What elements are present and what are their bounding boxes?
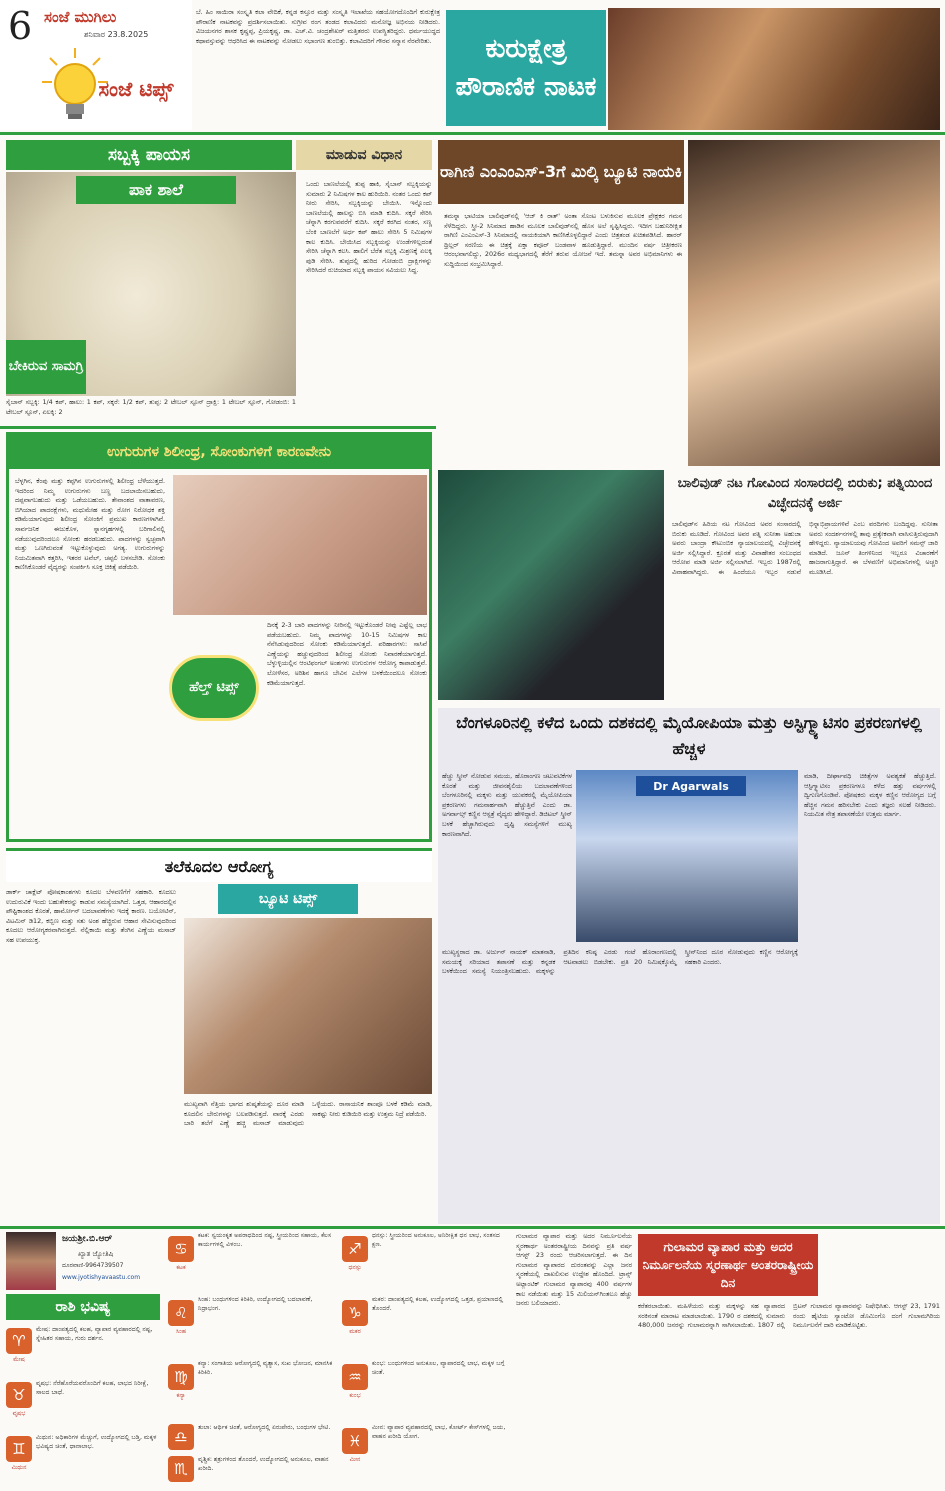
slavery-body-left: ಗುಲಾಮರ ವ್ಯಾಪಾರ ಮತ್ತು ಅದರ ನಿರ್ಮೂಲನೆಯ ಸ್ಮರಣಾರ್ಥ ಅಂತರರಾಷ್ಟ್ರೀಯ ದಿನವನ್ನು ಪ್ರತಿ ವರ್ಷ ಆಗಸ್ಟ್ 23 ರಂದು ಆಚರಿಸಲಾಗುತ್ತದೆ. ಈ ದಿನ ಗುಲಾಮರ ವ್ಯಾಪಾರದ ದುರಂತವನ್ನು ಎಲ್ಲಾ ಜನರ ಸ್ಮರಣೆಯಲ್ಲಿ ದಾಖಲಿಸುವ ಉದ್ದೇಶ ಹೊಂದಿದೆ. ಟ್ರಾನ್ಸ್ ಅಟ್ಲಾಂಟಿಕ್ ಗುಲಾಮರ ವ್ಯಾಪಾರವು 400 ವರ್ಷಗಳ ಕಾಲ ನಡೆಯಿತು ಮತ್ತು 15 ಮಿಲಿಯನ್‌ಗಿಂತಲೂ ಹೆಚ್ಚು ಜನರು ಬಲಿಯಾದರು. [516,1232,632,1308]
astrologer-title: ಖ್ಯಾತ ಜ್ಯೋತಿಷಿ [78,1250,114,1258]
libra-icon: ♎ [168,1424,194,1450]
hair-brush-photo [184,918,432,1094]
kurukshetra-stage-photo [608,8,940,130]
slavery-section [516,1232,940,1486]
divider [0,426,436,429]
govinda-section [438,470,940,704]
section-badge: ಸಂಜೆ ಟಿಪ್ಸ್ [98,77,174,101]
toenail-photo [173,475,427,615]
kheer-title: ಸಬ್ಬಕ್ಕಿ ಪಾಯಸ [6,140,292,170]
govinda-couple-photo [438,470,664,700]
kurukshetra-headline: ಕುರುಕ್ಷೇತ್ರ ಪೌರಾಣಿಕ ನಾಟಕ [446,10,606,126]
astrologer-website[interactable]: www.jyotishyavaastu.com [62,1274,141,1281]
astrologer-photo [6,1232,56,1290]
rashi-sign-makara: ♑ ಮಕರ ಮಕರ: ದಾಂಪತ್ಯದಲ್ಲಿ ಕಲಹ, ಉದ್ಯೋಗದಲ್ಲಿ ಒತ್ತಡ, ಪ್ರಯಾಣದಲ್ಲಿ ತೊಂದರೆ. [342,1296,510,1356]
nails-section [6,432,432,842]
method-label: ಮಾಡುವ ವಿಧಾನ [296,140,432,170]
gemini-icon: ♊ [6,1436,32,1462]
hair-headline: ತಲೆಕೂದಲ ಆರೋಗ್ಯ [6,848,432,882]
rashi-sign-kanya: ♍ ಕನ್ಯಾ ಕನ್ಯಾ: ಸಂಗಾತಿಯ ಆರೋಗ್ಯದಲ್ಲಿ ವ್ಯತ್ಯಾಸ, ಸುಖ ಭೋಜನ, ಮಾನಸಿಕ ಕಿರಿಕಿರಿ. [168,1360,334,1420]
slavery-headline: ಗುಲಾಮರ ವ್ಯಾಪಾರ ಮತ್ತು ಅದರ ನಿರ್ಮೂಲನೆಯ ಸ್ಮರಣಾರ್ಥ ಅಂತರರಾಷ್ಟ್ರೀಯ ದಿನ [638,1234,818,1296]
rashi-sign-kataka: ♋ ಕಟಕ ಕಟಕ: ಸ್ವಯಂಕೃತ ಅಪರಾಧದಿಂದ ನಷ್ಟ, ಸ್ತ್ರೀಯರಿಂದ ಸಹಾಯ, ಕೆಲಸ ಕಾರ್ಯಗಳಲ್ಲಿ ವಿಳಂಬ. [168,1232,334,1292]
tamanna-section [438,140,940,470]
aries-icon: ♈ [6,1328,32,1354]
divider [0,132,945,135]
virgo-icon: ♍ [168,1364,194,1390]
kitchen-label: ಪಾಕ ಶಾಲೆ [76,176,236,204]
kheer-ingredients: ಸೈಬಾನ್ ಸಬ್ಬಕ್ಕಿ: 1/4 ಕಪ್, ಹಾಲು: 1 ಕಪ್, ಸಕ್ಕರೆ: 1/2 ಕಪ್, ತುಪ್ಪ: 2 ಟೇಬಲ್ ಸ್ಪೂನ್ ದ್ರಾಕ್ಷಿ: 1 ಟೇಬಲ್ ಸ್ಪೂನ್, ಗೋಡಂಬಿ: 1 ಟೇಬಲ್ ಸ್ಪೂನ್, ಏಲಕ್ಕಿ: 2 [6,398,296,416]
taurus-icon: ♉ [6,1382,32,1408]
kheer-method: ಒಂದು ಬಾಣಲೆಯಲ್ಲಿ ತುಪ್ಪ ಹಾಕಿ, ಸೈಬಾನ್ ಸಬ್ಬಕ್ಕಿಯನ್ನು ಸುಮಾರು 2 ನಿಮಿಷಗಳ ಕಾಲ ಹುರಿಯಿರಿ. ನಂತರ ಒಂದು ಕಪ್ ನೀರು ಸೇರಿಸಿ, ಸಬ್ಬಕ್ಕಿಯನ್ನು ಬೇಯಿಸಿ. ಇನ್ನೊಂದು ಬಾಣಲೆಯಲ್ಲಿ ಹಾಲನ್ನು ಬಿಸಿ ಮಾಡಿ ಕುದಿಸಿ. ಸಕ್ಕರೆ ಸೇರಿಸಿ ಚೆನ್ನಾಗಿ ಕರಗುವವರೆಗೆ ಕುದಿಸಿ. ಸಕ್ಕರೆ ಕರಗಿದ ನಂತರ, ಸಣ್ಣ ಬೆಂಕಿ ಬಾಣಲೆಗೆ ಅರ್ಧ ಕಪ್ ಹಾಲು ಸೇರಿಸಿ 5 ನಿಮಿಷಗಳ ಕಾಲ ಕುದಿಸಿ. ಬೇಯಿಸಿದ ಸಬ್ಬಕ್ಕಿಯನ್ನು ಉಂಡೆಗಳಿಲ್ಲದಂತೆ ಸೇರಿಸಿ ಚೆನ್ನಾಗಿ ಕಲಸಿ. ಹಾಲಿಗೆ ಬೆರೆತ ಸಬ್ಬಕ್ಕಿ ಮಿಶ್ರಣಕ್ಕೆ ಏಲಕ್ಕಿ ಪುಡಿ ಸೇರಿಸಿ. ತುಪ್ಪದಲ್ಲಿ ಹುರಿದ ಗೋಡಂಬಿ ದ್ರಾಕ್ಷಿಗಳನ್ನು ಸೇರಿಸಿದರೆ ರುಚಿಯಾದ ಸಬ್ಬಕ್ಕಿ ಪಾಯಸ ಸವಿಯಲು ಸಿದ್ಧ. [306,180,432,275]
myopia-section [438,708,940,1224]
hair-body-left: ಡಾರ್ಕ್ ಚಾಕ್ಲೆಟ್ ಪೋಷಕಾಂಶಗಳು ಕೂದಲ ಬೆಳವಣಿಗೆಗೆ ಸಹಕಾರಿ. ಕೂದಲು ಉದುರುವಿಕೆ ಇಂದು ಬಹುತೇಕರನ್ನು ಕಾಡುವ ಸಮಸ್ಯೆಯಾಗಿದೆ. ಒತ್ತಡ, ಆಹಾರದಲ್ಲಿನ ಪೌಷ್ಟಿಕಾಂಶದ ಕೊರತೆ, ಹಾರ್ಮೋನ್ ಬದಲಾವಣೆಗಳು ಇದಕ್ಕೆ ಕಾರಣ. ಬಯೋಟಿನ್, ವಿಟಮಿನ್ ಡಿ12, ಕಬ್ಬಿಣ ಮತ್ತು ಸತು ಅಂಶ ಹೆಚ್ಚಿರುವ ಆಹಾರ ಸೇವಿಸುವುದರಿಂದ ಕೂದಲು ಆರೋಗ್ಯಕರವಾಗಿರುತ್ತದೆ. ನೆಲ್ಲಿಕಾಯಿ ಮತ್ತು ತೆಂಗಿನ ಎಣ್ಣೆಯ ಮಸಾಜ್ ಸಹ ಉಪಯುಕ್ತ. [6,888,176,944]
rashi-sign-vrishchika: ♏ ವೃಶ್ಚಿಕ: ಶತ್ರುಗಳಿಂದ ತೊಂದರೆ, ಉದ್ಯೋಗದಲ್ಲಿ ಅನುಕೂಲ, ವಾಹನ ಖರೀದಿ. [168,1456,334,1486]
paper-name: ಸಂಜೆ ಮುಗಿಲು [44,8,117,26]
capricorn-icon: ♑ [342,1300,368,1326]
rashi-sign-simha: ♌ ಸಿಂಹ ಸಿಂಹ: ಬಂಧುಗಳಿಂದ ಕಿರಿಕಿರಿ, ಉದ್ಯೋಗದಲ್ಲಿ ಬದಲಾವಣೆ, ನಿದ್ರಾಭಂಗ. [168,1296,334,1356]
nails-headline: ಉಗುರುಗಳ ಶಿಲೀಂಧ್ರ, ಸೋಂಕುಗಳಿಗೆ ಕಾರಣವೇನು [9,435,429,469]
rashi-sign-vrishabha: ♉ ವೃಷಭ ವೃಷಭ: ನೆರೆಹೊರೆಯವರೊಂದಿಗೆ ಕಲಹ, ಲಾಭದ ನಿರೀಕ್ಷೆ, ಸಾಲದ ಬಾಧೆ. [6,1380,160,1432]
scorpio-icon: ♏ [168,1456,194,1482]
myopia-body-b: ಮುಖ್ಯಸ್ಥರಾದ ಡಾ. ಅರ್ಜುನ್ ನಾಯಕ್ ಮಾತನಾಡಿ, ಸಮಯಕ್ಕೆ ಸರಿಯಾದ ತಪಾಸಣೆ ಮತ್ತು ಕನ್ನಡಕ ಬಳಕೆಯಿಂದ ಸಮಸ್ಯೆ ನಿಯಂತ್ರಿಸಬಹುದು. ಮಕ್ಕಳನ್ನು ಪ್ರತಿದಿನ ಕನಿಷ್ಠ ಎರಡು ಗಂಟೆ ಹೊರಾಂಗಣದಲ್ಲಿ ಆಟವಾಡಲು ಬಿಡಬೇಕು. ಪ್ರತಿ 20 ನಿಮಿಷಕ್ಕೊಮ್ಮೆ ಸ್ಕ್ರೀನ್‌ನಿಂದ ದೂರ ನೋಡುವುದು ಕಣ್ಣಿನ ಆರೋಗ್ಯಕ್ಕೆ ಸಹಕಾರಿ ಎಂದರು. [442,948,798,976]
doctors-photo [576,770,798,942]
hair-body-right: ಮುಖ್ಯವಾಗಿ ನೆತ್ತಿಯ ಭಾಗದ ಶುಷ್ಕತೆಯನ್ನು ದೂರ ಮಾಡಿ ಕೂದಲಿನ ಬೇರುಗಳನ್ನು ಬಲಪಡಿಸುತ್ತದೆ. ವಾರಕ್ಕೆ ಎರಡು ಬಾರಿ ತಲೆಗೆ ಎಣ್ಣೆ ಹಚ್ಚಿ ಮಸಾಜ್ ಮಾಡುವುದು ಒಳ್ಳೆಯದು. ರಾಸಾಯನಿಕ ಶಾಂಪೂ ಬಳಕೆ ಕಡಿಮೆ ಮಾಡಿ, ಸಾಕಷ್ಟು ನೀರು ಕುಡಿಯಿರಿ ಮತ್ತು ಉತ್ತಮ ನಿದ್ರೆ ಪಡೆಯಿರಿ. [184,1100,432,1128]
rashi-sign-tula: ♎ ತುಲಾ: ಆರ್ಥಿಕ ಚಿಂತೆ, ಆರೋಗ್ಯದಲ್ಲಿ ಏರುಪೇರು, ಬಂಧುಗಳ ಭೇಟಿ. [168,1424,334,1454]
clinic-banner: Dr Agarwals [636,776,746,796]
sagittarius-icon: ♐ [342,1236,368,1262]
astrology-section [6,1232,510,1486]
tamanna-photo [688,140,940,466]
pisces-icon: ♓ [342,1428,368,1454]
divider [0,1226,945,1229]
kurukshetra-body: ಬೆ. ಹಿಂ ಸಾಯಿರಾ ಸಂಸ್ಕೃತಿ ಕಲಾ ವೇದಿಕೆ, ಕನ್ನಡ ಕಸ್ತೂರ ಮತ್ತು ಸಂಸ್ಕೃತಿ ಇಲಾಖೆಯ ಸಹಯೋಗದೊಂದಿಗೆ ಕುರುಕ್ಷೇತ್ರ ಪೌರಾಣಿಕ ನಾಟಕವನ್ನು ಪ್ರದರ್ಶಿಸಲಾಯಿತು. ಸುಗ್ರೀವ ರಂಗ ತಂಡದ ಕಲಾವಿದರು ಮನೋಜ್ಞ ಅಭಿನಯ ನೀಡಿದರು. ವಿಜಯನಗರ ಶಾಸಕ ಕೃಷ್ಣಪ್ಪ, ಪ್ರಿಯಕೃಷ್ಣ, ಡಾ. ಎಚ್.ವಿ. ಚಂದ್ರಶೇಖರ್ ಮತ್ತಿತರರು ಉಪಸ್ಥಿತರಿದ್ದರು. ಧರ್ಮಯುದ್ಧದ ಕಥಾವಸ್ತುವನ್ನು ಆಧರಿಸಿದ ಈ ನಾಟಕವನ್ನು ನೋಡಲು ಸಭಾಂಗಣ ತುಂಬಿತ್ತು. ಕಲಾವಿದರಿಗೆ ಗೌರವ ಸನ್ಮಾನ ನೆರವೇರಿತು. [196,8,440,45]
slavery-body-right: ಕರೆತರಲಾಯಿತು. ಮಹಿಳೆಯರು ಮತ್ತು ಮಕ್ಕಳನ್ನು ಸಹ ವ್ಯಾಪಾರದ ಸರಕಿನಂತೆ ಮಾರಾಟ ಮಾಡಲಾಯಿತು. 1790 ರ ದಶಕದಲ್ಲಿ ಸುಮಾರು 480,000 ಜನರನ್ನು ಗುಲಾಮರನ್ನಾಗಿ ಸಾಗಿಸಲಾಯಿತು. 1807 ರಲ್ಲಿ ಬ್ರಿಟನ್ ಗುಲಾಮರ ವ್ಯಾಪಾರವನ್ನು ನಿಷೇಧಿಸಿತು. ಆಗಸ್ಟ್ 23, 1791 ರಂದು ಹೈಟಿಯ ಸ್ಯಾಂಟೋ ಡೊಮಿಂಗೊ ದಂಗೆ ಗುಲಾಮಗಿರಿಯ ನಿರ್ಮೂಲನೆಗೆ ದಾರಿ ಮಾಡಿಕೊಟ್ಟಿತು. [638,1302,940,1330]
rashi-sign-mithuna: ♊ ಮಿಥುನ ಮಿಥುನ: ಅಧಿಕಾರಿಗಳ ಮೆಚ್ಚುಗೆ, ಉದ್ಯೋಗದಲ್ಲಿ ಬಡ್ತಿ, ಮಕ್ಕಳ ಭವಿಷ್ಯದ ಚಿಂತೆ, ಧಾನಾಲಾಭ. [6,1434,160,1486]
kheer-section [6,140,432,420]
aquarius-icon: ♒ [342,1364,368,1390]
cancer-icon: ♋ [168,1236,194,1262]
rashi-sign-dhanassu: ♐ ಧನಸ್ಸು ಧನಸ್ಸು: ಸ್ತ್ರೀಯರಿಂದ ಅನುಕೂಲ, ಅನಿರೀಕ್ಷಿತ ಧನ ಲಾಭ, ಸಂತಸದ ಕ್ಷಣ. [342,1232,510,1292]
nails-body-left: ಬೆಳ್ಳಗಿನ, ಕೆಂಪು ಮತ್ತು ಕಪ್ಪಗಿನ ಉಗುರುಗಳಲ್ಲಿ ಶಿಲೀಂಧ್ರ ಬೆಳೆಯುತ್ತದೆ. ಇದರಿಂದ ನಿಮ್ಮ ಉಗುರುಗಳು ಬಣ್ಣ ಬದಲಾಯಿಸಬಹುದು, ದಪ್ಪವಾಗಬಹುದು ಮತ್ತು ಒಡೆಯಬಹುದು. ತೇವಾಂಶದ ವಾತಾವರಣ, ಬಿಗಿಯಾದ ಪಾದರಕ್ಷೆಗಳು, ಮಧುಮೇಹ ಮತ್ತು ರೋಗ ನಿರೋಧಕ ಶಕ್ತಿ ಕಡಿಮೆಯಾಗುವುದು ಶಿಲೀಂಧ್ರ ಸೋಂಕಿಗೆ ಪ್ರಮುಖ ಕಾರಣಗಳಾಗಿವೆ. ಸಾರ್ವಜನಿಕ ಈಜುಕೊಳ, ಸ್ನಾನಗೃಹಗಳಲ್ಲಿ ಬರಿಗಾಲಿನಲ್ಲಿ ನಡೆಯುವುದರಿಂದಲೂ ಸೋಂಕು ಹರಡಬಹುದು. ಪಾದಗಳನ್ನು ಸ್ವಚ್ಛವಾಗಿ ಮತ್ತು ಒಣಗಿರುವಂತೆ ಇಟ್ಟುಕೊಳ್ಳುವುದು ಅಗತ್ಯ. ಉಗುರುಗಳನ್ನು ನಿಯಮಿತವಾಗಿ ಕತ್ತರಿಸಿ, ಇತರರ ಟವೆಲ್, ಚಪ್ಪಲಿ ಬಳಸಬೇಡಿ. ಸೋಂಕು ಕಾಣಿಸಿಕೊಂಡರೆ ವೈದ್ಯರನ್ನು ಸಂಪರ್ಕಿಸಿ ಸೂಕ್ತ ಚಿಕಿತ್ಸೆ ಪಡೆಯಿರಿ. [15,477,165,572]
rashi-title: ರಾಶಿ ಭವಿಷ್ಯ [6,1294,160,1320]
beauty-tips-badge: ಬ್ಯೂಟಿ ಟಿಪ್ಸ್ [218,884,358,914]
nails-body-right: ದಿನಕ್ಕೆ 2-3 ಬಾರಿ ಪಾದಗಳನ್ನು ನೀರಿನಲ್ಲಿ ಇಟ್ಟುಕೊಂಡರೆ ನೀವು ಎಷ್ಟೆಲ್ಲ ಲಾಭ ಪಡೆಯಬಹುದು. ನಿಮ್ಮ ಪಾದಗಳನ್ನು 10-15 ನಿಮಿಷಗಳ ಕಾಲ ನೆನೆಸಿಡುವುದರಿಂದ ಸೋಂಕು ಕಡಿಮೆಯಾಗುತ್ತದೆ. ಪರಿಹಾರಗಳು: ಸಾಸಿವೆ ಎಣ್ಣೆಯನ್ನು ಹಚ್ಚುವುದರಿಂದ ಶಿಲೀಂಧ್ರ ಸೋಂಕು ನಿವಾರಣೆಯಾಗುತ್ತದೆ. ಬೆಳ್ಳುಳ್ಳಿಯಲ್ಲಿನ ಆಂಟಿಫಂಗಲ್ ಅಂಶಗಳು ಉಗುರುಗಳ ಆರೋಗ್ಯ ಕಾಪಾಡುತ್ತವೆ. ಲೋಳೆಸರ, ಅರಿಶಿನ ಹಾಗೂ ಬೇವಿನ ಎಲೆಗಳ ಬಳಕೆಯಿಂದಲೂ ಸೋಂಕು ಕಡಿಮೆಯಾಗುತ್ತದೆ. [267,621,427,687]
myopia-headline: ಬೆಂಗಳೂರಿನಲ್ಲಿ ಕಳೆದ ಒಂದು ದಶಕದಲ್ಲಿ ಮೈಯೋಪಿಯಾ ಮತ್ತು ಅಸ್ಟಿಗ್ಮ್ಯಾಟಿಸಂ ಪ್ರಕರಣಗಳಲ್ಲಿ ಹೆಚ್ಚಳ [456,713,922,758]
govinda-body: ಬಾಲಿವುಡ್‌ನ ಹಿರಿಯ ನಟ ಗೋವಿಂದ ಅವರ ಸಂಸಾರದಲ್ಲಿ ಬಿರುಕು ಮೂಡಿದೆ. ಗೋವಿಂದ ಅವರ ಪತ್ನಿ ಸುನೀತಾ ಅಹುಜಾ ಅವರು ಬಾಂದ್ರಾ ಕೌಟುಂಬಿಕ ನ್ಯಾಯಾಲಯದಲ್ಲಿ ವಿಚ್ಛೇದನಕ್ಕೆ ಅರ್ಜಿ ಸಲ್ಲಿಸಿದ್ದಾರೆ. ಕ್ರೂರತೆ ಮತ್ತು ವಿವಾಹೇತರ ಸಂಬಂಧದ ಆರೋಪ ಮಾಡಿ ಅರ್ಜಿ ಸಲ್ಲಿಸಲಾಗಿದೆ. ಇಬ್ಬರು 1987ರಲ್ಲಿ ವಿವಾಹವಾಗಿದ್ದರು. ಈ ಹಿಂದೆಯೂ ಇಬ್ಬರ ನಡುವೆ ಭಿನ್ನಾಭಿಪ್ರಾಯಗಳಿವೆ ಎಂಬ ವರದಿಗಳು ಬಂದಿದ್ದವು. ಸುನೀತಾ ಅವರು ಸಂದರ್ಶನಗಳಲ್ಲಿ ತಾವು ಪ್ರತ್ಯೇಕವಾಗಿ ವಾಸಿಸುತ್ತಿರುವುದಾಗಿ ಹೇಳಿದ್ದರು. ನ್ಯಾಯಾಲಯವು ಗೋವಿಂದ ಅವರಿಗೆ ಸಮನ್ಸ್ ಜಾರಿ ಮಾಡಿದೆ. ಜೂನ್ ತಿಂಗಳಿನಿಂದ ಇಬ್ಬರೂ ವಿಚಾರಣೆಗೆ ಹಾಜರಾಗುತ್ತಿದ್ದಾರೆ. ಈ ಬೆಳವಣಿಗೆ ಅಭಿಮಾನಿಗಳಲ್ಲಿ ಅಚ್ಚರಿ ಮೂಡಿಸಿದೆ. [672,520,938,576]
astrologer-phone: ದೂರವಾಣಿ-9964739507 [62,1262,124,1269]
govinda-headline: ಬಾಲಿವುಡ್ ನಟ ಗೋವಿಂದ ಸಂಸಾರದಲ್ಲಿ ಬಿರುಕು; ಪತ್ನಿಯಿಂದ ವಿಚ್ಛೇದನಕ್ಕೆ ಅರ್ಜಿ [677,476,933,511]
hair-section [6,848,432,1220]
tamanna-body: ತಮನ್ನಾ ಭಾಟಿಯಾ ಬಾಲಿವುಡ್‌ನಲ್ಲಿ 'ಆಜ್ ಕಿ ರಾತ್' ಅಂತಾ ಸೊಂಟ ಬಳುಕಿಸುವ ಮೂಲಕ ಪ್ರೇಕ್ಷಕರ ಗಮನ ಸೆಳೆದಿದ್ದರು. ಸ್ತ್ರೀ-2 ಸಿನಿಮಾದ ಹಾಡಿನ ಮೂಲಕ ಬಾಲಿವುಡ್‌ನಲ್ಲಿ ಹೊಸ ಅಲೆ ಸೃಷ್ಟಿಸಿದ್ದರು. ಇದೀಗ ಬಹುನಿರೀಕ್ಷಿತ ರಾಗಿಣಿ ಎಂಎಂಎಸ್-3 ಸಿನಿಮಾದಲ್ಲಿ ನಾಯಕಿಯಾಗಿ ಕಾಣಿಸಿಕೊಳ್ಳಲಿದ್ದಾರೆ ಎಂದು ಚಿತ್ರತಂಡ ಖಚಿತಪಡಿಸಿದೆ. ಹಾರರ್ ಥ್ರಿಲ್ಲರ್ ಸರಣಿಯ ಈ ಚಿತ್ರಕ್ಕೆ ಏಕ್ತಾ ಕಪೂರ್ ಬಂಡವಾಳ ಹೂಡುತ್ತಿದ್ದಾರೆ. ಮುಂದಿನ ವರ್ಷ ಚಿತ್ರೀಕರಣ ಆರಂಭವಾಗಲಿದ್ದು, 2026ರ ಮಧ್ಯಭಾಗದಲ್ಲಿ ತೆರೆಗೆ ತರುವ ಯೋಜನೆ ಇದೆ. ತಮನ್ನಾ ಅವರ ಅಭಿಮಾನಿಗಳು ಈ ಸುದ್ದಿಯಿಂದ ಸಂಭ್ರಮಿಸಿದ್ದಾರೆ. [444,212,682,268]
myopia-body-a: ಹೆಚ್ಚು ಸ್ಕ್ರೀನ್ ನೋಡುವ ಸಮಯ, ಹೊರಾಂಗಣ ಚಟುವಟಿಕೆಗಳ ಕೊರತೆ ಮತ್ತು ಜೀವನಶೈಲಿಯ ಬದಲಾವಣೆಗಳಿಂದ ಬೆಂಗಳೂರಿನಲ್ಲಿ ಮಕ್ಕಳು ಮತ್ತು ಯುವಕರಲ್ಲಿ ಮೈಯೋಪಿಯಾ ಪ್ರಕರಣಗಳು ಗಮನಾರ್ಹವಾಗಿ ಹೆಚ್ಚುತ್ತಿವೆ ಎಂದು ಡಾ. ಅಗರ್ವಾಲ್ಸ್ ಕಣ್ಣಿನ ಆಸ್ಪತ್ರೆ ವೈದ್ಯರು ಹೇಳಿದ್ದಾರೆ. ಡಿಜಿಟಲ್ ಸ್ಕ್ರೀನ್ ಬಳಕೆ ಹೆಚ್ಚಾಗಿರುವುದು ದೃಷ್ಟಿ ಸಮಸ್ಯೆಗಳಿಗೆ ಮುಖ್ಯ ಕಾರಣವಾಗಿದೆ. [442,772,572,838]
myopia-body-c: ಮಾಡಿ, ದೀರ್ಘಾವಧಿ ಚಿಕಿತ್ಸೆಗಳ ಅವಶ್ಯಕತೆ ಹೆಚ್ಚುತ್ತಿದೆ. ಆಸ್ಟಿಗ್ಮ್ಯಾಟಿಸಂ ಪ್ರಕರಣಗಳೂ ಕಳೆದ ಹತ್ತು ವರ್ಷಗಳಲ್ಲಿ ದ್ವಿಗುಣಗೊಂಡಿವೆ. ಪೋಷಕರು ಮಕ್ಕಳ ಕಣ್ಣಿನ ಆರೋಗ್ಯದ ಬಗ್ಗೆ ಹೆಚ್ಚಿನ ಗಮನ ಹರಿಸಬೇಕು ಎಂದು ತಜ್ಞರು ಸಲಹೆ ನೀಡಿದರು. ನಿಯಮಿತ ನೇತ್ರ ತಪಾಸಣೆಯೇ ಉತ್ತಮ ಮಾರ್ಗ. [804,772,936,819]
leo-icon: ♌ [168,1300,194,1326]
rashi-sign-meena: ♓ ಮೀನ ಮೀನ: ವ್ಯಾಪಾರ ವ್ಯವಹಾರದಲ್ಲಿ ಲಾಭ, ಕೋರ್ಟ್ ಕೇಸ್‌ಗಳಲ್ಲಿ ಜಯ, ವಾಹನ ಖರೀದಿ ಯೋಗ. [342,1424,510,1484]
issue-date: ಶನಿವಾರ 23.8.2025 [84,30,149,39]
health-tips-badge: ಹೆಲ್ತ್ ಟಿಪ್ಸ್ [169,655,259,721]
astrologer-name: ಜಯಶ್ರೀ.ಬಿ.ಆರ್ [62,1234,113,1244]
page-number: 6 [8,4,33,48]
rashi-sign-mesha: ♈ ಮೇಷ ಮೇಷ: ದಾಂಪತ್ಯದಲ್ಲಿ ಕಲಹ, ವ್ಯಾಪಾರ ವ್ಯವಹಾರದಲ್ಲಿ ನಷ್ಟ, ಸ್ನೇಹಿತರ ಸಹಾಯ, ಗುರು ದರ್ಶನ. [6,1326,160,1378]
tamanna-headline: ರಾಗಿಣಿ ಎಂಎಂಎಸ್-3ಗೆ ಮಿಲ್ಕಿ ಬ್ಯೂಟಿ ನಾಯಕಿ [438,140,684,204]
masthead [0,0,192,130]
rashi-sign-kumbha: ♒ ಕುಂಭ ಕುಂಭ: ಬಂಧುಗಳಿಂದ ಅನುಕೂಲ, ವ್ಯಾಪಾರದಲ್ಲಿ ಲಾಭ, ಮಕ್ಕಳ ಬಗ್ಗೆ ಚಿಂತೆ. [342,1360,510,1420]
ingredients-label: ಬೇಕಿರುವ ಸಾಮಗ್ರಿ [6,340,86,394]
